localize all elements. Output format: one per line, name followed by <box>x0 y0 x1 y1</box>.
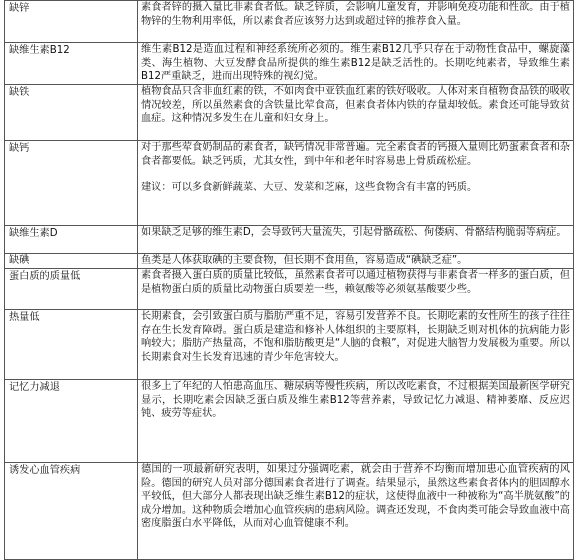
row-content: 植物食品只含非血红素的铁，不如肉食中亚铁血红素的铁好吸收。人体对来自植物食品铁的吸收情况较差，所以虽然素食的含铁量比荤食高，但素食者体内铁的存量却较低。素食还可能导致贫血症。这种情况多发生在儿童和妇女身上。 <box>138 85 574 141</box>
table-row <box>5 141 574 226</box>
row-heading-text: 缺维生素D <box>9 228 58 239</box>
table-row <box>5 463 574 560</box>
row-content <box>138 141 574 226</box>
row-content: 德国的一项最新研究表明，如果过分强调吃素，就会由于营养不均衡而增加患心血管疾病的风险。德国的研究人员对部分德国素食者进行了调查。结果显示，虽然这些素食者体内的胆固醇水平较低，但大部分人都表现出缺乏维生素B12的症状，这使得血液中一种被称为“高半胱氨酸”的成分增加。这种物质会增加心血管疾病的患病风险。调查还发现，不食肉类可能会导致血液中高密度脂蛋白水平降低，从而对心血管健康不利。 <box>138 463 574 560</box>
row-heading <box>5 380 138 463</box>
row-content: 鱼类是人体获取碘的主要食物，但长期不食用鱼，容易造成“碘缺乏症”。 <box>138 254 574 269</box>
row-heading <box>5 141 138 226</box>
table-row <box>5 310 574 380</box>
row-content: 维生素B12是造血过程和神经系统所必须的。维生素B12几乎只存在于动物性食品中，螺旋藻类、海生植物、大豆发酵食品所提供的维生素B12是缺乏活性的。长期吃纯素者，导致维生素B12严重缺乏，进而出现特殊的视幻觉。 <box>138 43 574 85</box>
row-heading-text: 诱发心血管疾病 <box>9 465 81 476</box>
row-content: 素食者摄入蛋白质的质量比较低，虽然素食者可以通过植物获得与非素食者一样多的蛋白质，但是植物蛋白质的质量比动物蛋白质要差一些，赖氨酸等必须氨基酸要少些。 <box>138 269 574 310</box>
row-heading-text: 缺碘 <box>9 255 30 266</box>
row-note: 建议：可以多食新鲜蔬菜、大豆、发菜和芝麻，这些食物含有丰富的钙质。 <box>141 182 478 194</box>
row-content: 如果缺乏足够的维生素D，会导致钙大量流失，引起骨骼疏松、佝偻病、骨骼结构脆弱等病症。 <box>138 226 574 254</box>
row-heading <box>5 254 138 269</box>
table-row <box>5 226 574 254</box>
row-heading-text: 缺锌 <box>9 3 30 14</box>
table-row <box>5 254 574 269</box>
row-heading <box>5 269 138 310</box>
row-heading <box>5 226 138 254</box>
row-content: 素食者锌的摄入量比非素食者低。缺乏锌质，会影响儿童发育，并影响免疫功能和性欲。由于植物锌的生物利用率低，所以素食者应该努力达到或超过锌的推荐食入量。 <box>138 1 574 43</box>
row-heading-text: 缺铁 <box>9 87 30 98</box>
row-heading <box>5 463 138 560</box>
row-content: 很多上了年纪的人怕患高血压、糖尿病等慢性疾病，所以改吃素食，不过根据美国最新医学研究显示，长期吃素会因缺乏蛋白质及维生素B12等营养素，导致记忆力减退、精神萎靡、反应迟钝、疲劳等症状。 <box>138 380 574 463</box>
row-heading-text: 热量低 <box>9 312 40 323</box>
table-row <box>5 85 574 141</box>
row-content-text: 对于那些荤食奶制品的素食者，缺钙情况非常普遍。完全素食者的钙摄入量则比奶蛋素食者和杂食者都要低。缺乏钙质，尤其女性，到中年和老年时容易患上骨质疏松症。 <box>141 142 570 167</box>
row-heading <box>5 85 138 141</box>
table-row <box>5 1 574 43</box>
row-heading-text: 记忆力减退 <box>9 382 60 393</box>
table-row <box>5 269 574 310</box>
row-heading <box>5 1 138 43</box>
table-row <box>5 380 574 463</box>
row-heading <box>5 310 138 380</box>
row-heading <box>5 43 138 85</box>
row-heading-text: 蛋白质的质量低 <box>9 271 81 282</box>
nutrition-deficiency-table <box>4 0 574 560</box>
row-heading-text: 缺钙 <box>9 143 30 154</box>
row-content: 长期素食，会引致蛋白质与脂肪严重不足，容易引发营养不良。长期吃素的女性所生的孩子往往存在生长发育障碍。蛋白质是建造和修补人体组织的主要原料，长期缺乏则对机体的抗病能力影响较大；脂肪产热量高，不饱和脂肪酸更是“人脑的食粮”，对促进大脑智力发展极为重要。所以长期素食对生长发育迅速的青少年危害较大。 <box>138 310 574 380</box>
row-heading-text: 缺维生素B12 <box>9 45 70 56</box>
table-row <box>5 43 574 85</box>
